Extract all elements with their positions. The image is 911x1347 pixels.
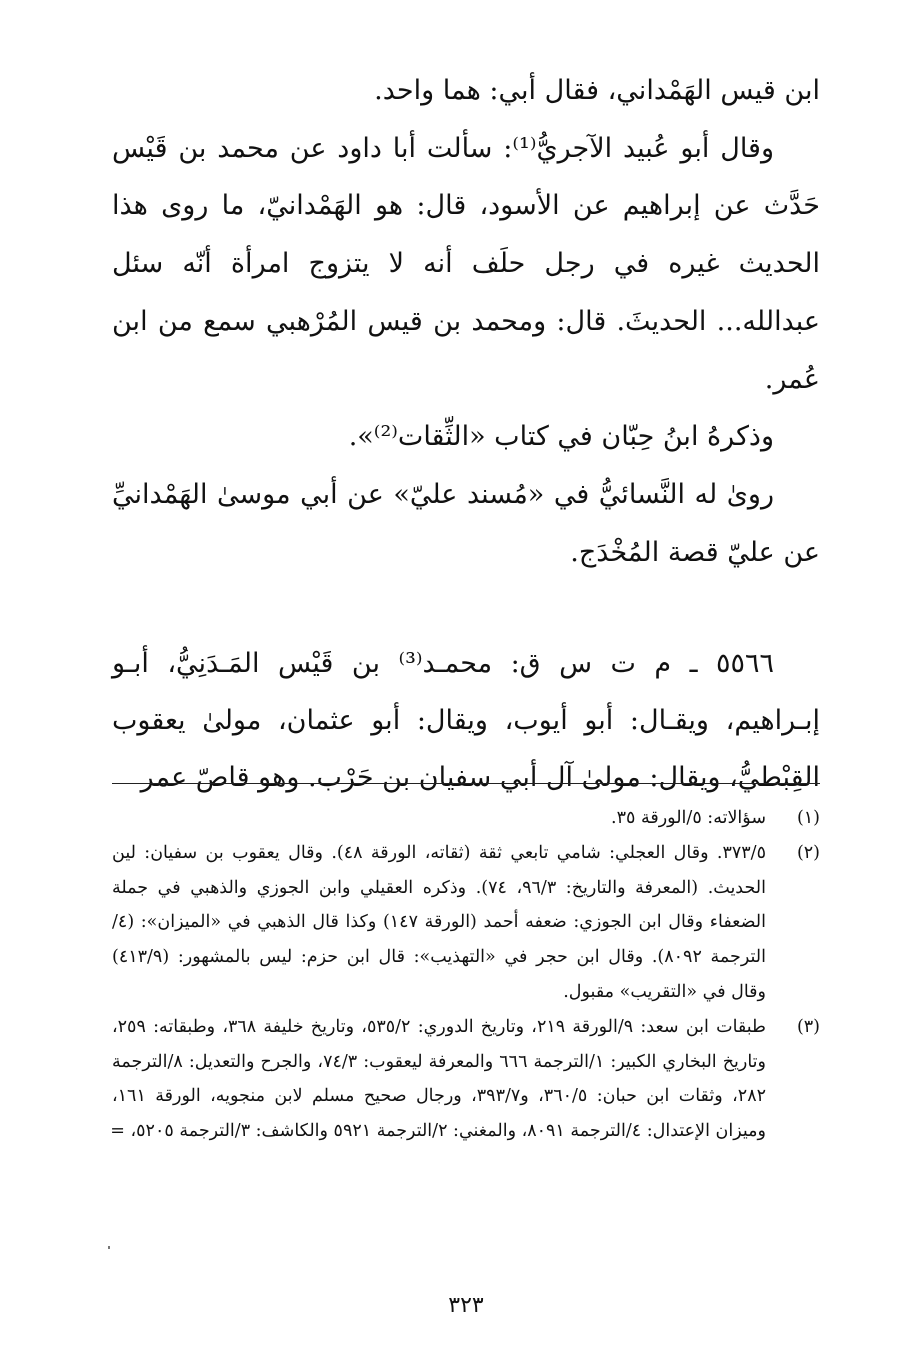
continuation-mark: = xyxy=(110,1121,125,1142)
page-number: ٣٢٣ xyxy=(448,1293,484,1318)
paragraph-4: روىٰ له النَّسائيُّ في «مُسند عليّ» عن أبي موسىٰ الهَمْدانيِّ عن عليّ قصة المُخْدَج. xyxy=(112,478,820,568)
book-page xyxy=(110,62,820,1318)
footnote-1 xyxy=(112,801,820,836)
paragraph-1: ابن قيس الهَمْداني، فقال أبي: هما واحد. xyxy=(374,75,820,106)
footnote-text: سؤالاته: ٥/الورقة ٣٥. xyxy=(611,808,766,828)
biography-entry xyxy=(112,635,820,806)
footnote-text: ٣٧٣/٥. وقال العجلي: شامي تابعي ثقة (ثقاته، الورقة ٤٨). وقال يعقوب بن سفيان: لين الحديث. (المعرفة والتاريخ: ٩٦/٣، ٧٤). وذكره العقيلي وابن الجوزي والذهبي في جملة الضعفاء وقال ابن الجوزي: ضعفه أحمد (الورقة ١٤٧) وكذا قال الذهبي في «الميزان»: (٤/الترجمة ٨٠٩٢). وقال ابن حجر في «التهذيب»: قال ابن حزم: ليس بالمشهور: (٤١٣/٩) وقال في «التقريب» مقبول. xyxy=(112,842,767,1002)
footnotes xyxy=(112,801,820,1149)
footnote-text: طبقات ابن سعد: ٩/الورقة ٢١٩، وتاريخ الدوري: ٥٣٥/٢، وتاريخ خليفة ٣٦٨، وطبقاته: ٢٥٩، وتاريخ البخاري الكبير: ١/الترجمة ٦٦٦ والمعرفة ليعقوب: ٧٤/٣، والجرح والتعديل: ٨/الترجمة ٢٨٢، وثقات ابن حبان: ٣٦٠/٥، و٣٩٣/٧، ورجال صحيح مسلم لابن منجويه، الورقة ١٦١، وميزان الإعتدال: ٤/الترجمة ٨٠٩١، والمغني: ٢/الترجمة ٥٩٢١ والكاشف: ٣/الترجمة ٥٢٠٥، xyxy=(112,1016,766,1142)
main-text xyxy=(112,62,820,806)
footnote-number: (٢) xyxy=(796,842,820,863)
footnote-separator xyxy=(112,783,820,784)
footnote-number: (١) xyxy=(796,808,820,828)
paragraph-2: وقال أبو عُبيد الآجريُّ⁽¹⁾: سألت أبا داود عن محمد بن قَيْس حَدَّث عن إبراهيم عن الأسود، قال: هو الهَمْدانيّ، ما روى هذا الحديث غيره في رجل حلَف أنه لا يتزوج امرأة أنّه سئل عبدالله... الحديثَ. قال: ومحمد بن قيس المُرْهبي سمع من ابن عُمر. xyxy=(112,132,820,395)
footnote-2 xyxy=(112,836,820,1010)
footnote-3 xyxy=(112,1010,820,1149)
scan-speck xyxy=(108,1246,110,1249)
footnote-number: (٣) xyxy=(796,1016,820,1037)
paragraph-3: وذكرهُ ابنُ حِبّان في كتاب «الثِّقات⁽²⁾». xyxy=(348,421,774,453)
footnote-text-wrap xyxy=(112,1010,766,1149)
entry-text: ٥٥٦٦ ـ م ت س ق: محمـد⁽³⁾ بن قَيْس المَـدَنِيُّ، أبـو إبـراهيم، ويقـال: أبو أيوب، ويقال: أبو عثمان، مولىٰ يعقوب القِبْطيُّ، ويقال: مولىٰ آل أبي سفيان بن حَرْب. وهو قاصّ عمر xyxy=(112,648,820,794)
